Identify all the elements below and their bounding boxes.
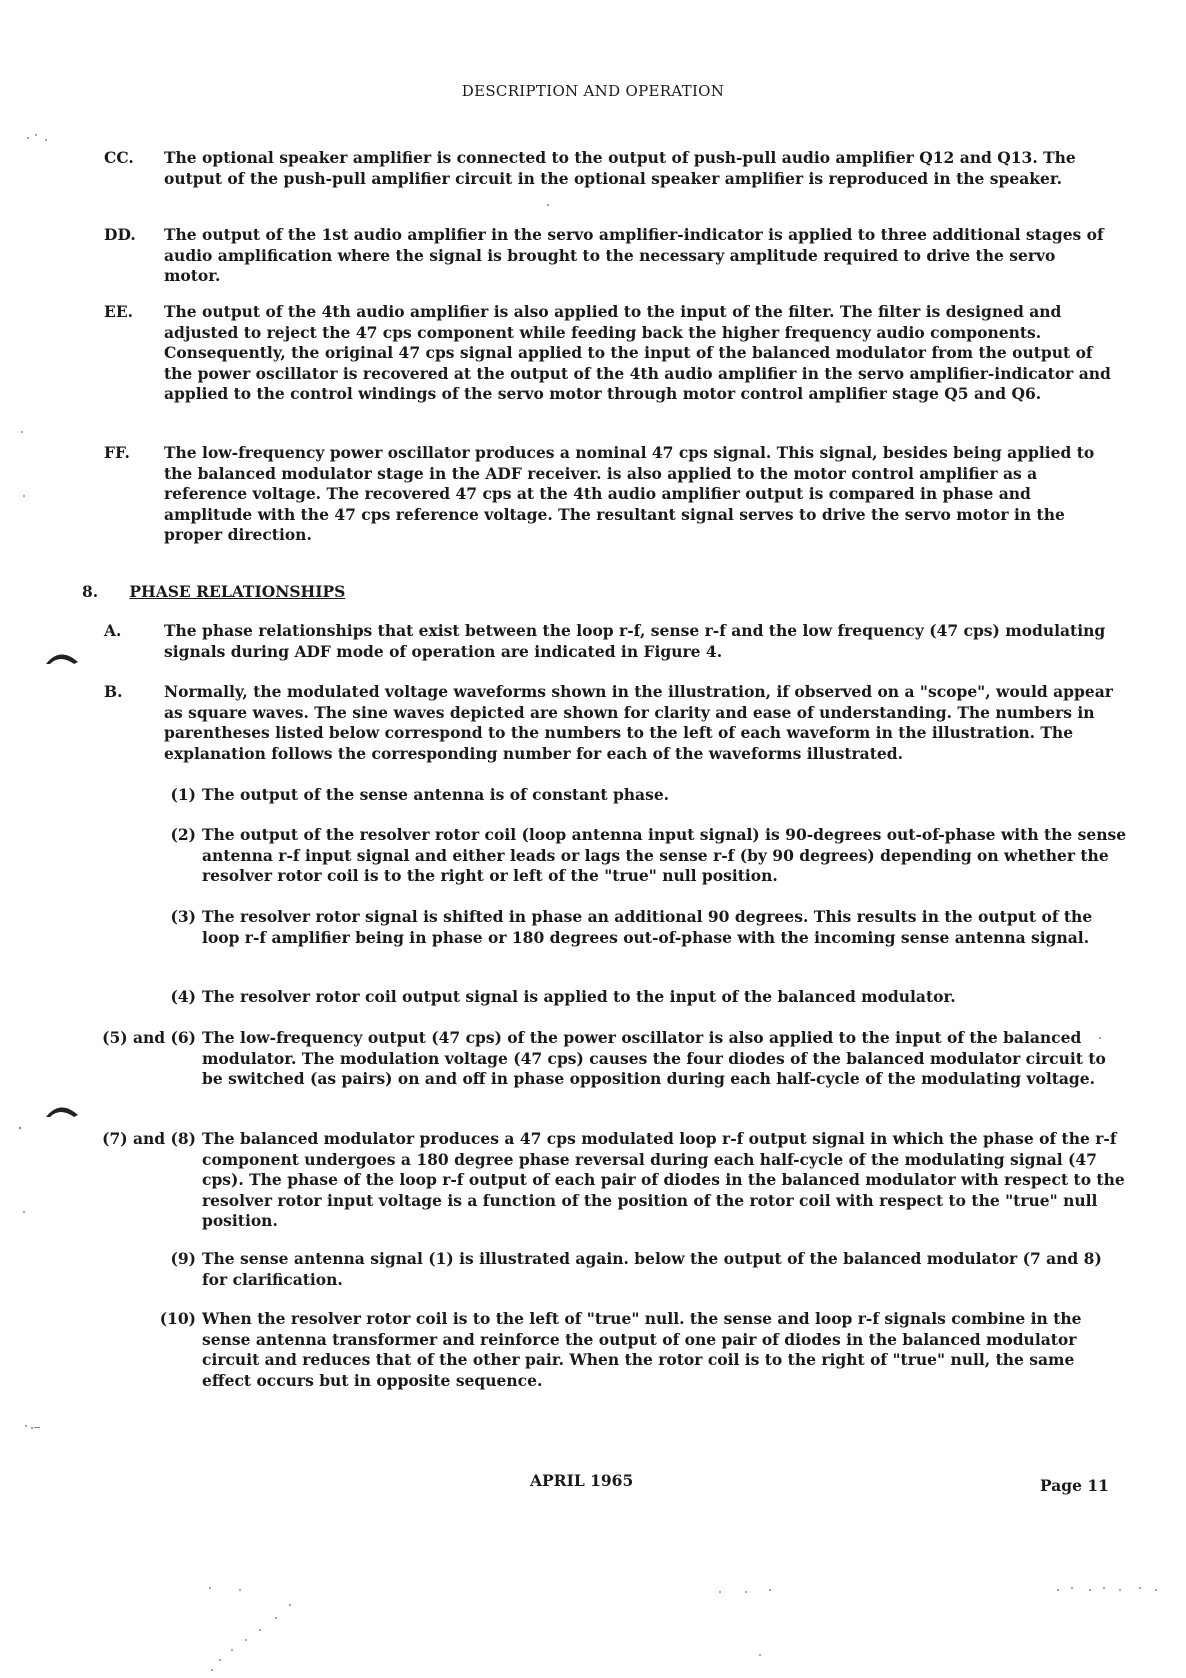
- paragraph-text: Normally, the modulated voltage waveforms shown in the illustration, if observed on a "scope", would appear as square waves. The sine waves depicted are shown for clarity and ease of understanding. The numbers in parentheses listed below correspond to the numbers to the left of each waveform in the illustration. The explanation follows the corresponding number for each of the waveforms illustrated.: [164, 682, 1113, 763]
- section-number: 8.: [82, 582, 99, 601]
- footer-date: APRIL 1965: [530, 1471, 634, 1490]
- item-label: (2): [170, 825, 196, 844]
- item-text: The output of the sense antenna is of constant phase.: [202, 785, 670, 804]
- item-text: The low-frequency output (47 cps) of the power oscillator is also applied to the input of the balanced modulator. The modulation voltage (47 cps) causes the four diodes of the balanced modulator circuit to be switched (as pairs) on and off in phase opposition during each half-cycle of the modulating voltage.: [202, 1028, 1106, 1088]
- paragraph-text: The phase relationships that exist between the loop r-f, sense r-f and the low frequency (47 cps) modulating signals during ADF mode of operation are indicated in Figure 4.: [164, 621, 1106, 661]
- paragraph-text: The output of the 4th audio amplifier is also applied to the input of the filter. The filter is designed and adjusted to reject the 47 cps component while feeding back the higher frequency audio components. Consequently, the original 47 cps signal applied to the input of the balanced modulator from the output of the power oscillator is recovered at the output of the 4th audio amplifier in the servo amplifier-indicator and applied to the control windings of the servo motor through motor control amplifier stage Q5 and Q6.: [164, 302, 1111, 403]
- item-label: (10): [159, 1309, 196, 1328]
- paragraph-label: CC.: [104, 148, 134, 167]
- item-label: (9): [170, 1249, 196, 1268]
- item-label: (3): [170, 907, 196, 926]
- item-text: The balanced modulator produces a 47 cps modulated loop r-f output signal in which the phase of the r-f component undergoes a 180 degree phase reversal during each half-cycle of the modulating signal (47 cps). The phase of the loop r-f output of each pair of diodes in the balanced modulator with respect to the resolver rotor input voltage is a function of the position of the rotor coil with respect to the "true" null position.: [202, 1129, 1125, 1230]
- paragraph-text: The low-frequency power oscillator produces a nominal 47 cps signal. This signal, besides being applied to the balanced modulator stage in the ADF receiver. is also applied to the motor control amplifier as a reference voltage. The recovered 47 cps at the 4th audio amplifier output is compared in phase and amplitude with the 47 cps reference voltage. The resultant signal serves to drive the servo motor in the proper direction.: [164, 443, 1095, 544]
- page-header: DESCRIPTION AND OPERATION: [461, 82, 725, 100]
- item-label: (7) and (8): [102, 1129, 196, 1148]
- item-text: The sense antenna signal (1) is illustrated again. below the output of the balanced modulator (7 and 8) for clarification.: [202, 1249, 1102, 1289]
- item-label: (1): [170, 785, 196, 804]
- page-number: Page 11: [1040, 1476, 1109, 1495]
- paragraph-label: EE.: [104, 302, 134, 321]
- item-text: The resolver rotor coil output signal is applied to the input of the balanced modulator.: [202, 987, 956, 1006]
- paragraph-text: The optional speaker amplifier is connected to the output of push-pull audio amplifier Q12 and Q13. The output of the push-pull amplifier circuit in the optional speaker amplifier is reproduced in the speaker.: [164, 148, 1076, 188]
- item-text: The resolver rotor signal is shifted in phase an additional 90 degrees. This results in the output of the loop r-f amplifier being in phase or 180 degrees out-of-phase with the incoming sense antenna signal.: [202, 907, 1093, 947]
- item-text: The output of the resolver rotor coil (loop antenna input signal) is 90-degrees out-of-phase with the sense antenna r-f input signal and either leads or lags the sense r-f (by 90 degrees) depending on whether the resolver rotor coil is to the right or left of the "true" null position.: [202, 825, 1127, 885]
- item-text: When the resolver rotor coil is to the left of "true" null. the sense and loop r-f signals combine in the sense antenna transformer and reinforce the output of one pair of diodes in the balanced modulator circuit and reduces that of the other pair. When the rotor coil is to the right of "true" null, the same effect occurs but in opposite sequence.: [202, 1309, 1082, 1390]
- section-title: PHASE RELATIONSHIPS: [129, 582, 346, 601]
- paragraph-label: A.: [104, 621, 122, 640]
- paragraph-text: The output of the 1st audio amplifier in the servo amplifier-indicator is applied to three additional stages of audio amplification where the signal is brought to the necessary amplitude required to drive the servo motor.: [164, 225, 1104, 285]
- paragraph-label: FF.: [104, 443, 130, 462]
- paragraph-label: DD.: [104, 225, 136, 244]
- item-label: (4): [170, 987, 196, 1006]
- item-label: (5) and (6): [102, 1028, 196, 1047]
- paragraph-label: B.: [104, 682, 123, 701]
